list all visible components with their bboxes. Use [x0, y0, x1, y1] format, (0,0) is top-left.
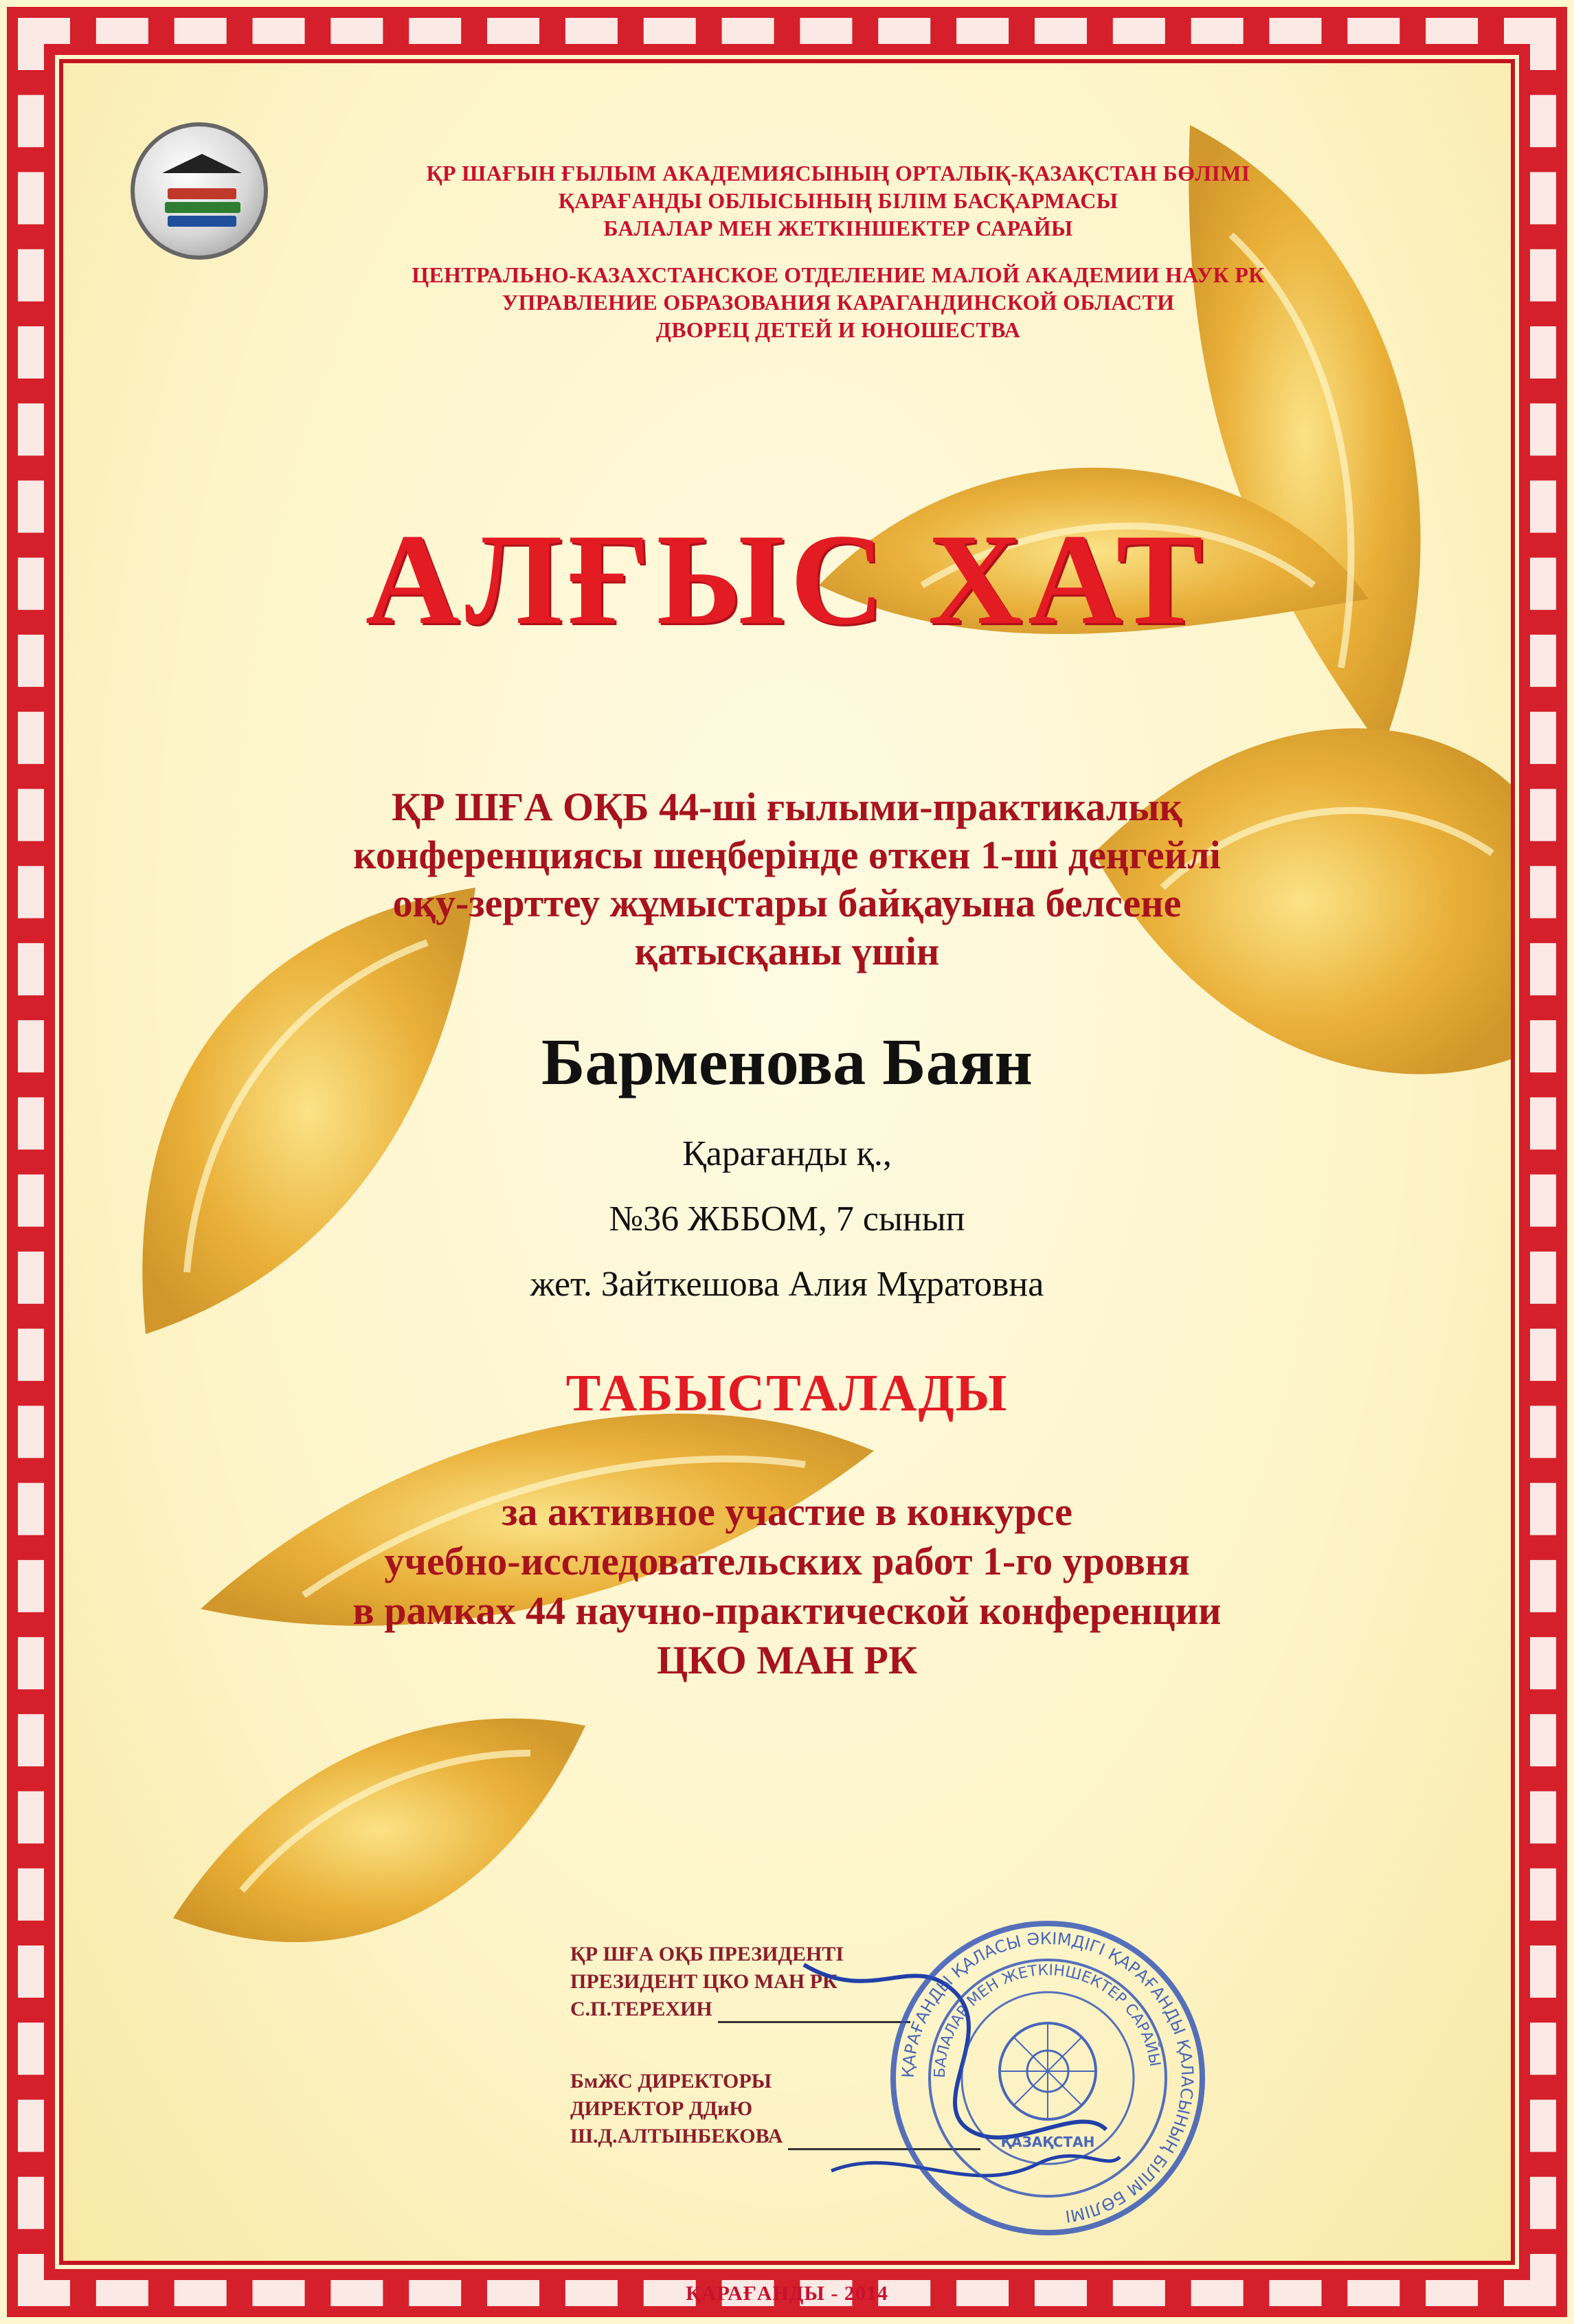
ru-description-line: за активное участие в конкурсе: [502, 1489, 1072, 1534]
recipient-school: №36 ЖББОМ, 7 сынып: [609, 1199, 965, 1239]
director-title-ru: ДИРЕКТОР ДДиЮ: [570, 2097, 753, 2120]
stamp-outer-text: ҚАРАҒАНДЫ ҚАЛАСЫ ӘКІМДІГІ ҚАРАҒАНДЫ ҚАЛАСЫНЫҢ БІЛІМ БӨЛІМІ: [898, 1928, 1198, 2226]
header-line: ДВОРЕЦ ДЕТЕЙ И ЮНОШЕСТВА: [655, 317, 1021, 342]
header-line: ҚР ШАҒЫН ҒЫЛЫМ АКАДЕМИЯСЫНЫҢ ОРТАЛЫҚ-ҚАЗАҚСТАН БӨЛІМІ: [426, 161, 1250, 185]
academy-logo: [131, 122, 268, 260]
header-line: ҚАРАҒАНДЫ ОБЛЫСЫНЫҢ БІЛІМ БАСҚАРМАСЫ: [558, 188, 1118, 213]
book-icon: [165, 202, 240, 213]
kz-description-line: ҚР ШҒА ОҚБ 44-ші ғылыми-практикалық: [392, 785, 1182, 829]
stamp-inner-text: БАЛАЛАР МЕН ЖЕТКІНШЕКТЕР САРАЙЫ: [931, 1961, 1164, 2079]
recipient-name: Барменова Баян: [541, 1025, 1033, 1098]
header-line: УПРАВЛЕНИЕ ОБРАЗОВАНИЯ КАРАГАНДИНСКОЙ ОБЛАСТИ: [502, 290, 1175, 315]
kz-description: [137, 783, 1437, 975]
certificate-title: АЛҒЫС ХАТ: [365, 508, 1209, 652]
stamp-center-label: ҚАЗАҚСТАН: [1000, 2134, 1095, 2150]
book-icon: [168, 216, 236, 227]
kz-description-line: оқу-зерттеу жұмыстары байқауына белсене: [392, 881, 1182, 925]
graduation-cap-icon: [162, 154, 242, 173]
presented-label: ТАБЫСТАЛАДЫ: [565, 1364, 1009, 1422]
director-name: Ш.Д.АЛТЫНБЕКОВА: [570, 2125, 783, 2147]
president-name: С.П.ТЕРЕХИН: [570, 1998, 712, 2020]
header-line: ЦЕНТРАЛЬНО-КАЗАХСТАНСКОЕ ОТДЕЛЕНИЕ МАЛОЙ АКАДЕМИИ НАУК РК: [412, 262, 1265, 287]
header-line: БАЛАЛАР МЕН ЖЕТКІНШЕКТЕР САРАЙЫ: [603, 216, 1073, 240]
ru-description: [137, 1487, 1437, 1685]
official-stamp: [886, 1917, 1209, 2240]
president-title-ru: ПРЕЗИДЕНТ ЦКО МАН РК: [570, 1970, 837, 1993]
kz-description-line: конференциясы шеңберінде өткен 1-ші деңгейлі: [353, 833, 1221, 877]
ru-description-line: ЦКО МАН РК: [656, 1638, 918, 1682]
book-icon: [168, 188, 236, 199]
kz-description-line: қатысқаны үшін: [634, 929, 940, 973]
header-ru-org: [302, 261, 1374, 343]
president-title-kz: ҚР ШҒА ОҚБ ПРЕЗИДЕНТІ: [570, 1943, 844, 1965]
emblem-icon: [1000, 2023, 1096, 2119]
director-title-kz: БмЖС ДИРЕКТОРЫ: [570, 2070, 772, 2092]
ru-description-line: в рамках 44 научно-практической конференции: [352, 1588, 1222, 1633]
recipient-city: Қарағанды қ.,: [682, 1134, 892, 1173]
recipient-supervisor: жет. Зайткешова Алия Мұратовна: [530, 1265, 1044, 1304]
ru-description-line: учебно-исследовательских работ 1-го уровня: [384, 1539, 1190, 1583]
footer-city-year: ҚАРАҒАНДЫ - 2014: [686, 2282, 888, 2305]
header-kz-org: [302, 159, 1374, 242]
